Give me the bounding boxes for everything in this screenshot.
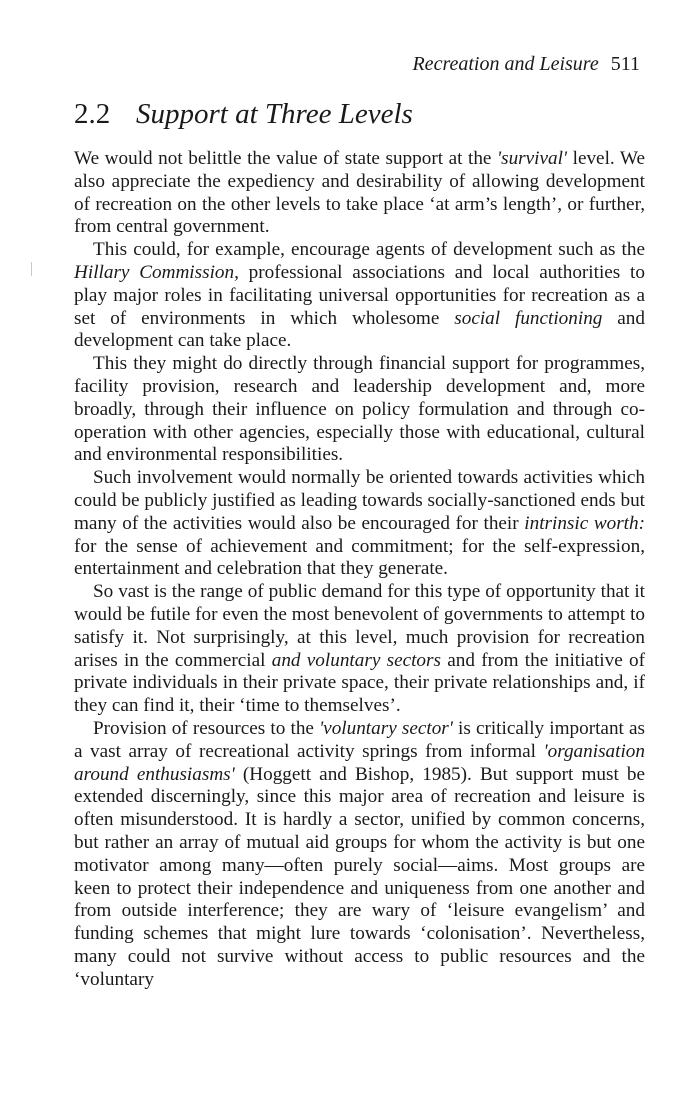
section-number: 2.2 [74, 98, 111, 130]
section-title: Support at Three Levels [136, 98, 413, 130]
italic-run: social functioning [454, 307, 603, 329]
text-run: (Hoggett and Bishop, 1985). But support must be extended discerningly, since this major area of recreation and leisure is often misunderstood. It is hardly a sector, unified by common concerns, but rather an array of mutual aid groups for whom the activity is but one motivator among many—often purely social—aims. Most groups are keen to protect their independence and uniqueness from one another and from outside interference; they are wary of ‘leisure evangelism’ and funding schemes that might lure towards ‘colonisation’. Nevertheless, many could not survive without access to public resources and the ‘voluntary [74, 763, 645, 990]
running-head-title: Recreation and Leisure [412, 53, 599, 75]
italic-run: intrinsic worth: [524, 512, 645, 534]
text-run: level. We also appreciate the expediency and desirability of allowing development of recreation on the other levels to take place ‘at arm’s length’, or further, from central government. [74, 148, 645, 238]
paragraph-3 [74, 353, 645, 467]
paragraph-5 [74, 581, 645, 718]
paragraph-1 [74, 148, 645, 239]
body-text [74, 148, 645, 991]
text-run: professional associations and local authorities to play major roles in facilitating universal opportunities for recreation as a set of environments in which wholesome [74, 261, 645, 329]
italic-run: 'organisation around enthusiasms' [74, 740, 645, 785]
margin-mark [31, 262, 32, 276]
text-run: This they might do directly through financial support for programmes, facility provision, research and leadership development and, more broadly, through their influence on policy formulation and through co-operation with other agencies, especially those with educational, cultural and environmental responsibilities. [74, 353, 645, 466]
section-heading [74, 96, 413, 132]
italic-run: Hillary Commission, [74, 261, 239, 283]
text-run: and from the initiative of private individuals in their private space, their private relationships and, if they can find it, their ‘time to themselves’. [74, 649, 645, 717]
text-run: We would not belittle the value of state support at the [74, 148, 498, 169]
italic-run: 'survival' [497, 148, 568, 169]
italic-run: and voluntary sectors [271, 649, 441, 671]
paragraph-4 [74, 467, 645, 581]
italic-run: 'voluntary sector' [319, 717, 453, 739]
page-number: 511 [610, 53, 640, 75]
text-run: Provision of resources to the [93, 717, 320, 739]
paragraph-2 [74, 239, 645, 353]
text-run: is critically important as a vast array of recreational activity springs from informal [74, 717, 645, 762]
text-run: and development can take place. [74, 307, 645, 352]
text-run: Such involvement would normally be oriented towards activities which could be publicly justified as leading towards socially-sanctioned ends but many of the activities would also be encouraged for their [74, 467, 645, 534]
running-head [412, 52, 640, 76]
text-run: So vast is the range of public demand for this type of opportunity that it would be futile for even the most benevolent of governments to attempt to satisfy it. Not surprisingly, at this level, much provision for recreation arises in the commercial [74, 581, 645, 671]
paragraph-6 [74, 718, 645, 992]
text-run: This could, for example, encourage agents of development such as the [93, 239, 645, 261]
text-run: for the sense of achievement and commitment; for the self-expression, entertainment and celebration that they generate. [74, 535, 645, 580]
